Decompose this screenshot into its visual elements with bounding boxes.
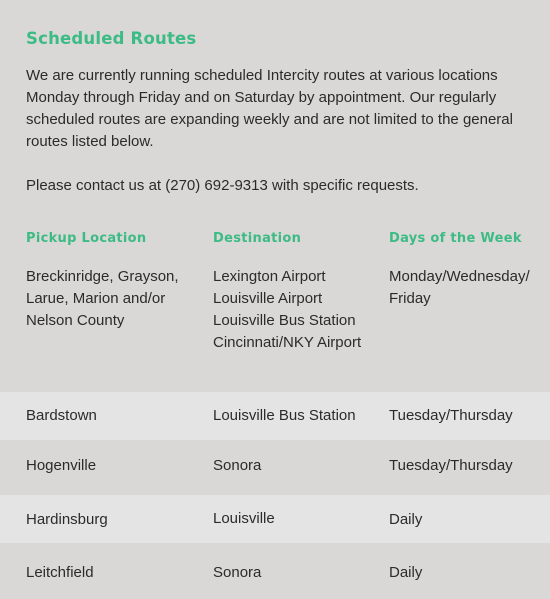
table-header-row (0, 230, 550, 260)
days-cell (389, 266, 530, 310)
pickup-cell: Hardinsburg (26, 511, 108, 528)
intro-paragraph: We are currently running scheduled Intercity routes at various locations Monday through Friday and on Saturday by appointment. Our regularly scheduled routes are expanding weekly and are not limited to the general routes listed below. (26, 67, 513, 150)
intro-section (26, 65, 526, 197)
destination-cell: Louisville (213, 510, 275, 527)
table-row (0, 543, 550, 598)
days-line: Friday (389, 290, 431, 307)
destination-line: Cincinnati/NKY Airport (213, 334, 362, 351)
table-row (0, 260, 550, 392)
destination-cell: Sonora (213, 457, 262, 474)
destination-cell: Sonora (213, 564, 262, 581)
days-line: Monday/Wednesday/ (389, 268, 530, 285)
destination-line: Louisville Airport (213, 290, 323, 307)
routes-table (0, 230, 550, 598)
pickup-cell (26, 266, 179, 332)
header-pickup-location: Pickup Location (26, 231, 147, 246)
pickup-line: Breckinridge, Grayson, (26, 268, 179, 285)
destination-line: Louisville Bus Station (213, 312, 356, 329)
destination-line: Lexington Airport (213, 268, 326, 285)
days-cell: Tuesday/Thursday (389, 457, 513, 474)
page-title: Scheduled Routes (26, 29, 197, 48)
days-cell: Daily (389, 564, 423, 581)
destination-cell: Louisville Bus Station (213, 407, 356, 424)
pickup-cell: Hogenville (26, 457, 97, 474)
table-row (0, 495, 550, 543)
destination-cell (213, 266, 361, 354)
days-cell: Tuesday/Thursday (389, 407, 513, 424)
days-cell: Daily (389, 511, 423, 528)
table-row (0, 392, 550, 440)
pickup-cell: Leitchfield (26, 564, 94, 581)
contact-text: Please contact us at (270) 692-9313 with specific requests. (26, 177, 419, 194)
table-row (0, 440, 550, 495)
pickup-line: Nelson County (26, 312, 125, 329)
pickup-line: Larue, Marion and/or (26, 290, 166, 307)
header-days-of-week: Days of the Week (389, 231, 522, 246)
header-destination: Destination (213, 231, 302, 246)
pickup-cell: Bardstown (26, 407, 97, 424)
